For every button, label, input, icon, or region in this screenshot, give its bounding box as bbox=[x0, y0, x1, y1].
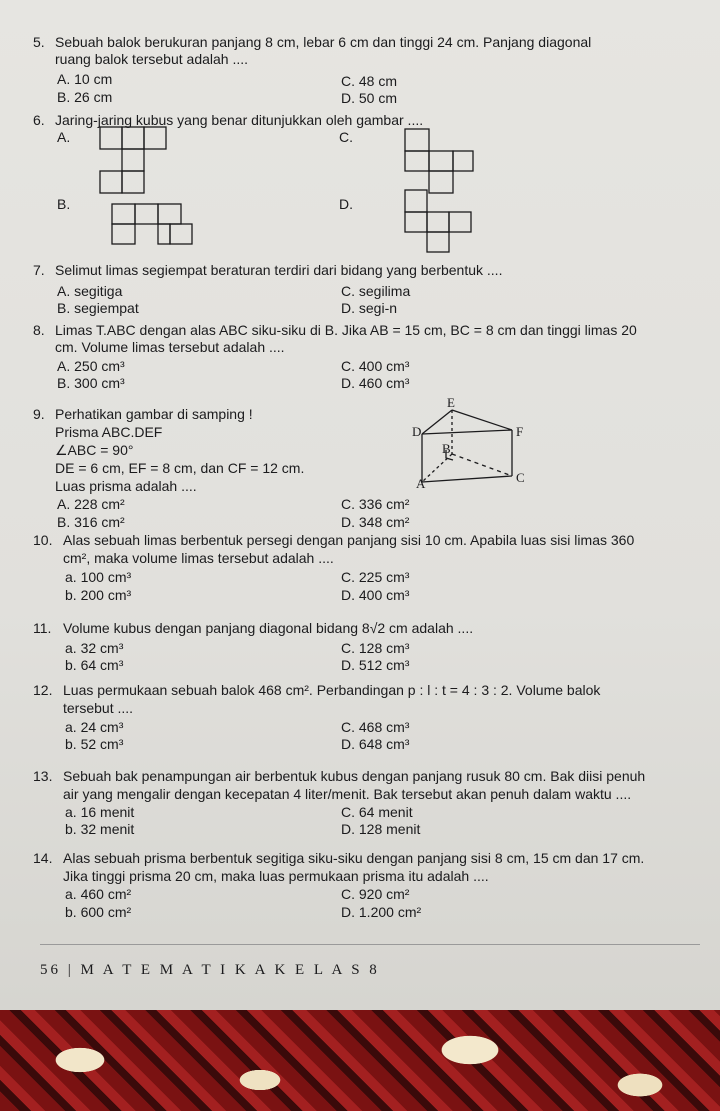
option-d: D. 50 cm bbox=[341, 90, 398, 106]
question-text: cm. Volume limas tersebut adalah .... bbox=[55, 339, 285, 355]
label-e: E bbox=[447, 396, 455, 410]
question-number: 6. bbox=[33, 112, 45, 128]
question-text: cm², maka volume limas tersebut adalah .... bbox=[63, 550, 334, 566]
question-text: tersebut .... bbox=[63, 700, 134, 716]
question-5 bbox=[33, 34, 703, 104]
option-b: B. 26 cm bbox=[57, 89, 113, 105]
question-14 bbox=[33, 850, 713, 920]
cube-net-c bbox=[395, 128, 485, 196]
question-number: 11. bbox=[33, 620, 52, 636]
question-text: Sebuah bak penampungan air berbentuk kubus dengan panjang rusuk 80 cm. Bak diisi penuh bbox=[63, 768, 646, 784]
option-c: C. 336 cm² bbox=[341, 496, 410, 512]
option-a: a. 100 cm³ bbox=[65, 569, 132, 585]
option-d: D. 460 cm³ bbox=[341, 375, 410, 391]
question-number: 9. bbox=[33, 406, 45, 422]
question-9 bbox=[33, 406, 433, 530]
prism-figure bbox=[412, 396, 538, 492]
option-b: b. 52 cm³ bbox=[65, 736, 124, 752]
option-c: C. 400 cm³ bbox=[341, 358, 410, 374]
question-text: Alas sebuah prisma berbentuk segitiga siku-siku dengan panjang sisi 8 cm, 15 cm dan 17 cm. bbox=[63, 850, 645, 866]
option-a: A. segitiga bbox=[57, 283, 123, 299]
question-text: ∠ABC = 90° bbox=[55, 442, 134, 458]
page-footer: 56 | M A T E M A T I K A K E L A S 8 bbox=[40, 962, 380, 978]
label-d: D bbox=[412, 424, 422, 439]
option-c: C. bbox=[339, 129, 353, 145]
question-11 bbox=[33, 620, 703, 673]
option-b: B. segiempat bbox=[57, 300, 139, 316]
question-12 bbox=[33, 682, 703, 752]
footer-divider bbox=[40, 944, 700, 945]
option-b: b. 600 cm² bbox=[65, 904, 132, 920]
option-b: B. 316 cm² bbox=[57, 514, 125, 530]
option-c: C. segilima bbox=[341, 283, 411, 299]
question-number: 10. bbox=[33, 532, 53, 548]
option-b: b. 64 cm³ bbox=[65, 657, 124, 673]
option-c: C. 64 menit bbox=[341, 804, 413, 820]
option-a: a. 24 cm³ bbox=[65, 719, 124, 735]
question-text: air yang mengalir dengan kecepatan 4 liter/menit. Bak tersebut akan penuh dalam waktu .... bbox=[63, 786, 632, 802]
option-d: D. 128 menit bbox=[341, 821, 421, 837]
option-a: A. 228 cm² bbox=[57, 496, 125, 512]
option-d: D. 348 cm² bbox=[341, 514, 410, 530]
question-text: Perhatikan gambar di samping ! bbox=[55, 406, 253, 422]
question-text: Selimut limas segiempat beraturan terdiri dari bidang yang berbentuk .... bbox=[55, 262, 503, 278]
label-c: C bbox=[516, 470, 525, 485]
question-text: Jika tinggi prisma 20 cm, maka luas permukaan prisma itu adalah .... bbox=[63, 868, 489, 884]
question-text: DE = 6 cm, EF = 8 cm, dan CF = 12 cm. bbox=[55, 460, 305, 476]
question-number: 12. bbox=[33, 682, 53, 698]
cube-net-d bbox=[395, 188, 485, 256]
question-text: Luas prisma adalah .... bbox=[55, 478, 197, 494]
question-text: Volume kubus dengan panjang diagonal bidang 8√2 cm adalah .... bbox=[63, 620, 474, 636]
option-a: A. 250 cm³ bbox=[57, 358, 125, 374]
question-10 bbox=[33, 532, 703, 602]
option-c: C. 468 cm³ bbox=[341, 719, 410, 735]
question-8 bbox=[33, 322, 703, 391]
question-number: 7. bbox=[33, 262, 45, 278]
option-c: C. 48 cm bbox=[341, 73, 398, 89]
question-7 bbox=[33, 262, 703, 322]
label-a: A bbox=[416, 476, 426, 491]
option-a: A. bbox=[57, 129, 71, 145]
option-d: D. segi-n bbox=[341, 300, 398, 316]
option-d: D. bbox=[339, 196, 353, 212]
question-number: 5. bbox=[33, 34, 45, 50]
option-c: C. 920 cm² bbox=[341, 886, 410, 902]
option-b: b. 32 menit bbox=[65, 821, 135, 837]
question-text: Prisma ABC.DEF bbox=[55, 424, 163, 440]
question-text: ruang balok tersebut adalah .... bbox=[55, 51, 249, 67]
label-b: B bbox=[442, 441, 451, 456]
label-f: F bbox=[516, 424, 524, 439]
option-b: b. 200 cm³ bbox=[65, 587, 132, 603]
option-d: D. 400 cm³ bbox=[341, 587, 410, 603]
question-13 bbox=[33, 768, 703, 838]
option-a: a. 460 cm² bbox=[65, 886, 132, 902]
question-text: Sebuah balok berukuran panjang 8 cm, lebar 6 cm dan tinggi 24 cm. Panjang diagonal bbox=[55, 34, 592, 50]
question-number: 13. bbox=[33, 768, 53, 784]
question-number: 14. bbox=[33, 850, 53, 866]
question-text: Limas T.ABC dengan alas ABC siku-siku di B. Jika AB = 15 cm, BC = 8 cm dan tinggi limas 20 bbox=[55, 322, 637, 338]
question-number: 8. bbox=[33, 322, 45, 338]
option-b: B. 300 cm³ bbox=[57, 375, 125, 391]
option-d: D. 512 cm³ bbox=[341, 657, 410, 673]
option-a: a. 32 cm³ bbox=[65, 640, 124, 656]
option-c: C. 128 cm³ bbox=[341, 640, 410, 656]
option-d: D. 1.200 cm² bbox=[341, 904, 422, 920]
question-text: Jaring-jaring kubus yang benar ditunjukkan oleh gambar .... bbox=[55, 112, 424, 128]
option-d: D. 648 cm³ bbox=[341, 736, 410, 752]
option-a: A. 10 cm bbox=[57, 71, 113, 87]
cube-net-a bbox=[90, 126, 180, 198]
option-a: a. 16 menit bbox=[65, 804, 135, 820]
question-text: Alas sebuah limas berbentuk persegi dengan panjang sisi 10 cm. Apabila luas sisi limas 360 bbox=[63, 532, 635, 548]
option-c: C. 225 cm³ bbox=[341, 569, 410, 585]
question-text: Luas permukaan sebuah balok 468 cm². Perbandingan p : l : t = 4 : 3 : 2. Volume balok bbox=[63, 682, 601, 698]
option-b: B. bbox=[57, 196, 71, 212]
cube-net-b bbox=[100, 200, 200, 250]
carpet-background bbox=[0, 1010, 720, 1111]
